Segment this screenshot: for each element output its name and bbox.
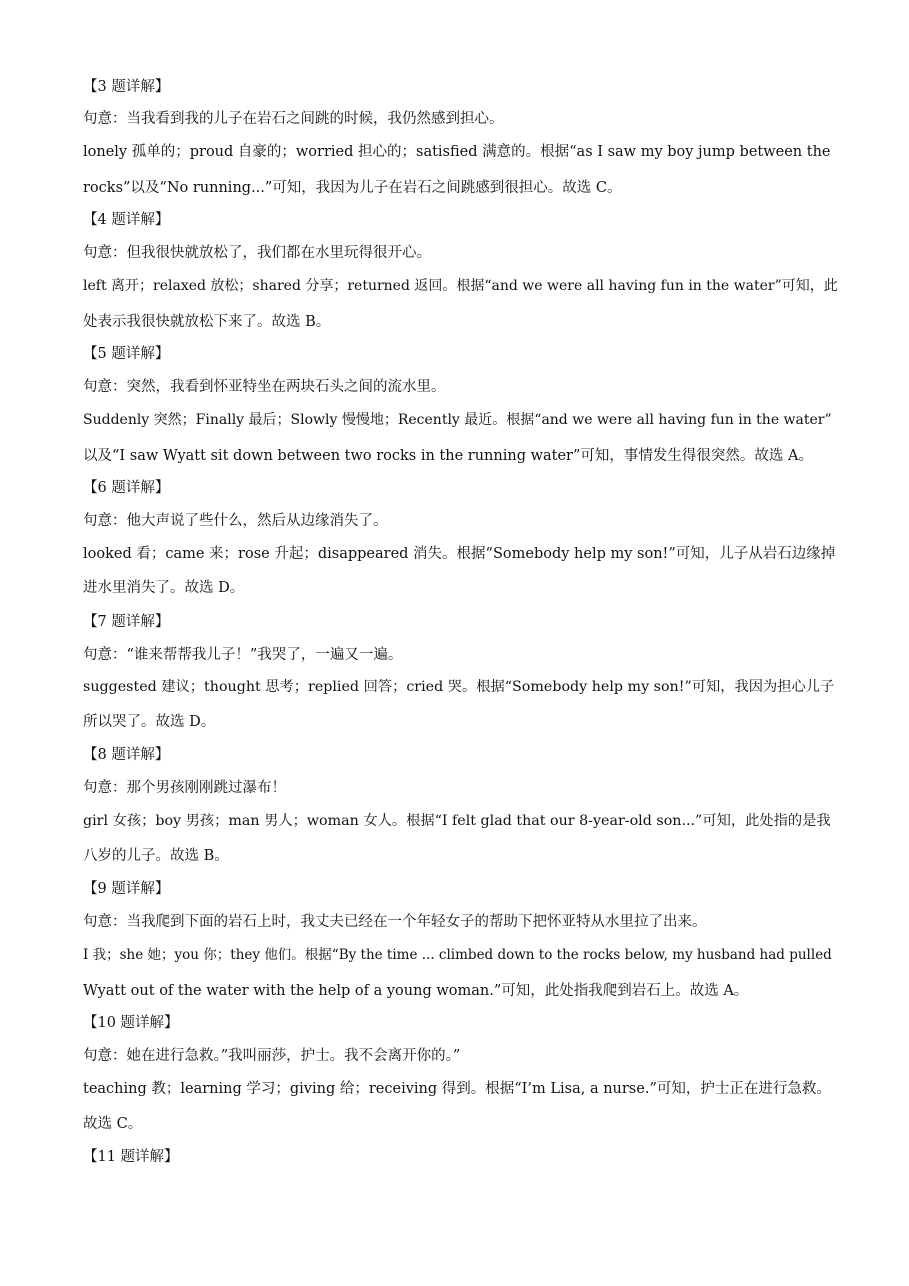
text-line: 以及“I saw Wyatt sit down between two rocks in the running water”可知，事情发生得很突然。故选 A。 <box>83 448 813 464</box>
text-line: 句意：突然，我看到怀亚特坐在两块石头之间的流水里。 <box>83 379 446 395</box>
text-line: left 离开；relaxed 放松；shared 分享；returned 返回。根据“and we were all having fun in the water”可知，此 <box>83 278 838 294</box>
text-line: 句意：“谁来帮帮我儿子！”我哭了，一遍又一遍。 <box>83 647 403 663</box>
text-line: 所以哭了。故选 D。 <box>83 714 216 730</box>
text-line: 句意：她在进行急救。”我叫丽莎，护士。我不会离开你的。” <box>83 1048 461 1064</box>
text-line: 处表示我很快就放松下来了。故选 B。 <box>83 314 331 330</box>
heading-q3: 【3 题详解】 <box>83 79 170 95</box>
text-line: teaching 教；learning 学习；giving 给；receiving 得到。根据“I’m Lisa, a nurse.”可知，护士正在进行急救。 <box>83 1081 831 1097</box>
text-line: Wyatt out of the water with the help of a young woman.”可知，此处指我爬到岩石上。故选 A。 <box>83 983 749 999</box>
text-line: Suddenly 突然；Finally 最后；Slowly 慢慢地；Recently 最近。根据“and we were all having fun in the water” <box>83 412 832 428</box>
text-line: I 我；she 她；you 你；they 他们。根据“By the time ... climbed down to the rocks below, my husband had pulled <box>83 947 832 963</box>
text-line: 句意：当我看到我的儿子在岩石之间跳的时候，我仍然感到担心。 <box>83 111 504 127</box>
heading-q10: 【10 题详解】 <box>83 1015 179 1031</box>
heading-q9: 【9 题详解】 <box>83 881 170 897</box>
heading-q7: 【7 题详解】 <box>83 614 170 630</box>
text-line: 故选 C。 <box>83 1116 143 1132</box>
text-line: rocks”以及“No running...”可知，我因为儿子在岩石之间跳感到很担心。故选 C。 <box>83 180 622 196</box>
text-line: 句意：当我爬到下面的岩石上时，我丈夫已经在一个年轻女子的帮助下把怀亚特从水里拉了出来。 <box>83 914 707 930</box>
text-line: 句意：但我很快就放松了，我们都在水里玩得很开心。 <box>83 245 431 261</box>
heading-q11: 【11 题详解】 <box>83 1149 179 1165</box>
text-line: 八岁的儿子。故选 B。 <box>83 848 229 864</box>
text-line: girl 女孩；boy 男孩；man 男人；woman 女人。根据“I felt glad that our 8-year-old son...”可知，此处指的是我 <box>83 813 831 829</box>
text-line: 进水里消失了。故选 D。 <box>83 580 245 596</box>
heading-q4: 【4 题详解】 <box>83 212 170 228</box>
text-line: 句意：那个男孩刚刚跳过瀑布！ <box>83 780 286 796</box>
text-line: 句意：他大声说了些什么，然后从边缘消失了。 <box>83 513 388 529</box>
text-line: looked 看；came 来；rose 升起；disappeared 消失。根据“Somebody help my son!”可知，儿子从岩石边缘掉 <box>83 546 836 562</box>
heading-q8: 【8 题详解】 <box>83 747 170 763</box>
text-line: lonely 孤单的；proud 自豪的；worried 担心的；satisfied 满意的。根据“as I saw my boy jump between the <box>83 144 831 160</box>
text-line: suggested 建议；thought 思考；replied 回答；cried 哭。根据“Somebody help my son!”可知，我因为担心儿子 <box>83 679 835 695</box>
heading-q6: 【6 题详解】 <box>83 480 170 496</box>
heading-q5: 【5 题详解】 <box>83 346 170 362</box>
